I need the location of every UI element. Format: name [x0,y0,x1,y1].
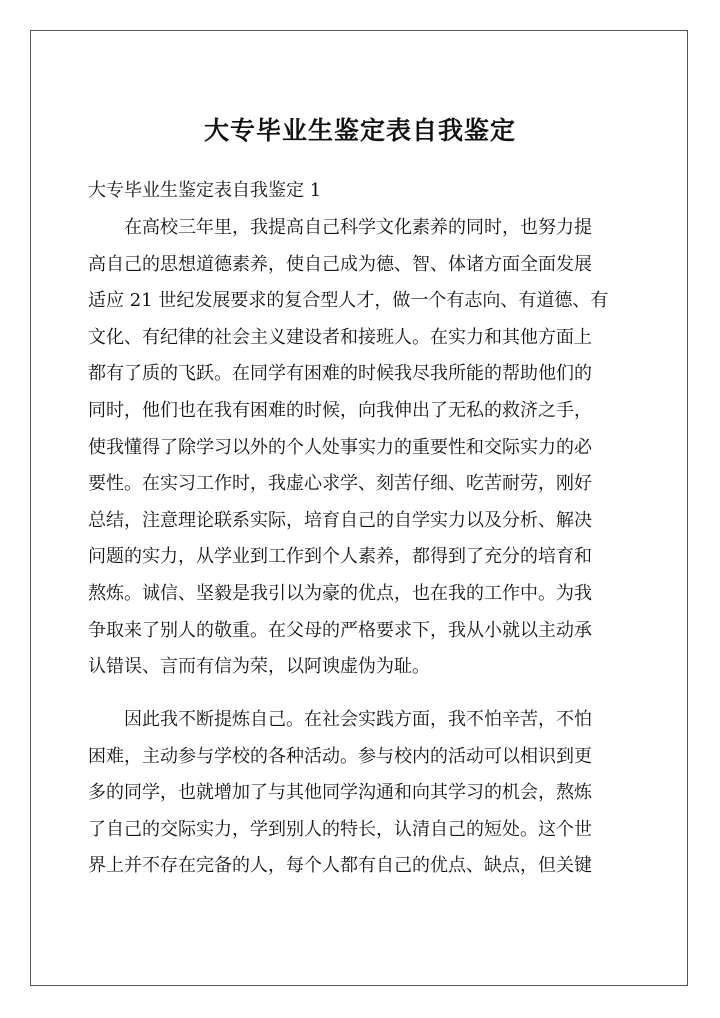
paragraph-line: 因此我不断提炼自己。在社会实践方面，我不怕辛苦，不怕 [124,709,592,730]
paragraph-line: 问题的实力，从学业到工作到个人素养，都得到了充分的培育和 [88,546,592,568]
paragraph-line: 文化、有纪律的社会主义建设者和接班人。在实力和其他方面上 [88,326,592,348]
paragraph-line: 要性。在实习工作时，我虚心求学、刻苦仔细、吃苦耐劳，刚好 [88,473,592,495]
paragraph-line: 适应 21 世纪发展要求的复合型人才，做一个有志向、有道德、有 [88,290,609,312]
paragraph-line: 都有了质的飞跃。在同学有困难的时候我尽我所能的帮助他们的 [88,363,592,385]
section-heading: 大专毕业生鉴定表自我鉴定 1 [88,180,322,201]
paragraph-line: 争取来了别人的敬重。在父母的严格要求下，我从小就以主动承 [88,619,592,641]
paragraph-line: 在高校三年里，我提高自己科学文化素养的同时，也努力提 [124,217,592,238]
paragraph-line: 认错误、言而有信为荣，以阿谀虚伪为耻。 [88,656,430,678]
paragraph-line: 熬炼。诚信、坚毅是我引以为豪的优点，也在我的工作中。为我 [88,582,592,604]
paragraph-line: 界上并不存在完备的人，每个人都有自己的优点、缺点，但关键 [88,855,592,877]
paragraph-2 [88,702,592,885]
paragraph-line: 高自己的思想道德素养，使自己成为德、智、体诸方面全面发展 [88,253,592,275]
paragraph-line: 多的同学，也就增加了与其他同学沟通和向其学习的机会，熬炼 [88,782,592,804]
paragraph-line: 困难，主动参与学校的各种活动。参与校内的活动可以相识到更 [88,745,592,767]
paragraph-line: 了自己的交际实力，学到别人的特长，认清自己的短处。这个世 [88,818,592,840]
paragraph-line: 同时，他们也在我有困难的时候，向我伸出了无私的救济之手， [88,399,592,421]
document-title: 大专毕业生鉴定表自我鉴定 [203,116,516,145]
paragraph-1 [88,210,608,686]
paragraph-line: 总结，注意理论联系实际，培育自己的自学实力以及分析、解决 [88,509,592,531]
paragraph-line: 使我懂得了除学习以外的个人处事实力的重要性和交际实力的必 [88,436,592,458]
